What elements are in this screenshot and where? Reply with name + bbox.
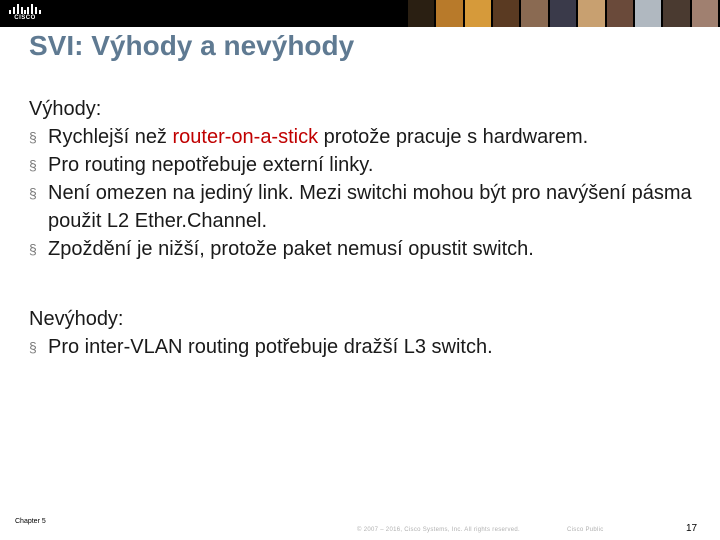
highlighted-term: router-on-a-stick <box>172 126 319 148</box>
item-text: Zpoždění je nižší, protože paket nemusí opustit switch. <box>48 238 534 260</box>
bullet-icon: § <box>29 339 37 355</box>
banner-photo <box>663 0 689 27</box>
item-text: Pro inter-VLAN routing potřebuje dražší L3 switch. <box>48 336 493 358</box>
logo-text: CISCO <box>14 15 36 21</box>
copyright-text: © 2007 – 2016, Cisco Systems, Inc. All rights reserved. <box>357 527 520 533</box>
banner-photo <box>408 0 434 27</box>
banner-photo <box>635 0 661 27</box>
bullet-icon: § <box>29 157 37 173</box>
banner-photo <box>521 0 547 27</box>
item-text: Rychlejší než <box>48 126 173 148</box>
banner-photo <box>692 0 718 27</box>
item-text: Pro routing nepotřebuje externí linky. <box>48 154 374 176</box>
photo-banner <box>408 0 720 27</box>
list-item <box>29 235 699 263</box>
item-text: Není omezen na jediný link. Mezi switchi mohou být pro navýšení pásma použit L2 Ether.Channel. <box>48 182 692 232</box>
list-item <box>29 151 699 179</box>
bullet-icon: § <box>29 241 37 257</box>
header-bar <box>0 0 720 27</box>
bullet-icon: § <box>29 185 37 201</box>
list-item <box>29 123 699 151</box>
cisco-logo <box>8 3 42 23</box>
list-item <box>29 333 699 361</box>
chapter-label: Chapter 5 <box>15 518 46 525</box>
page-number: 17 <box>686 523 698 534</box>
slide-body <box>29 95 699 361</box>
list-item <box>29 179 699 235</box>
advantages-heading: Výhody: <box>29 98 102 120</box>
classification-label: Cisco Public <box>567 527 604 533</box>
banner-photo <box>436 0 462 27</box>
cisco-bridge-icon <box>8 3 42 15</box>
banner-photo <box>493 0 519 27</box>
disadvantages-list <box>29 333 699 361</box>
banner-photo <box>578 0 604 27</box>
disadvantages-heading: Nevýhody: <box>29 308 124 330</box>
item-text-continued: protože pracuje s hardwarem. <box>318 126 589 148</box>
banner-photo <box>550 0 576 27</box>
banner-photo <box>607 0 633 27</box>
bullet-icon: § <box>29 129 37 145</box>
banner-photo <box>465 0 491 27</box>
slide-title: SVI: Výhody a nevýhody <box>29 30 355 61</box>
advantages-list <box>29 123 699 263</box>
